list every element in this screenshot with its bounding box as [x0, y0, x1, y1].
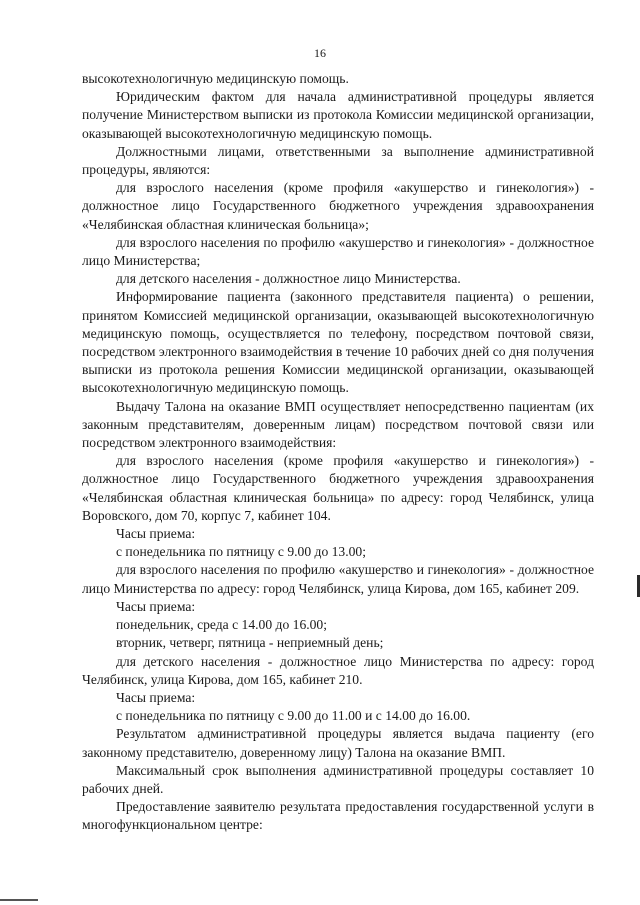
- paragraph-mfc-provision: Предоставление заявителю результата предоставления государственной услуги в многофункциональном центре:: [82, 799, 594, 833]
- paragraph-legal-fact: Юридическим фактом для начала административной процедуры является получение Министерством выписки из протокола Комиссии медицинской организации, оказывающей высокотехнологичную медицинскую помощь.: [82, 89, 594, 141]
- paragraph-reception-hours: с понедельника по пятницу с 9.00 до 11.00 и с 14.00 до 16.00.: [116, 708, 471, 724]
- paragraph-max-period: Максимальный срок выполнения административной процедуры составляет 10 рабочих дней.: [82, 762, 594, 796]
- paragraph-reception-hours: с понедельника по пятницу с 9.00 до 13.00;: [116, 544, 366, 560]
- paragraph-children: для детского населения - должностное лицо Министерства.: [116, 271, 461, 287]
- paragraph-informing-patient: Информирование пациента (законного представителя пациента) о решении, принятом Комиссией медицинской организации, оказывающей высокотехнологичную медицинскую помощь, осуществляется по телефону, посредством почтовой связи, посредством электронного взаимодействия в течение 10 рабочих дней со дня получения выписки из протокола решения Комиссии медицинской организации, оказывающей высокотехнологичную медицинскую помощь.: [82, 289, 594, 396]
- paragraph-reception-hours-label: Часы приема:: [116, 689, 196, 705]
- paragraph-issuing-coupon: Выдачу Талона на оказание ВМП осуществляет непосредственно пациентам (их законным представителям, доверенным лицам) посредством почтовой связи или посредством электронного взаимодействия:: [82, 398, 594, 451]
- scan-bottom-mark: [0, 899, 38, 901]
- paragraph-adult-obstetrics: для взрослого населения по профилю «акушерство и гинекология» - должностное лицо Министерства;: [82, 234, 594, 269]
- paragraph-reception-hours: понедельник, среда с 14.00 до 16.00;: [116, 617, 328, 633]
- paragraph-reception-hours-label: Часы приема:: [116, 526, 196, 542]
- paragraph-reception-hours-label: Часы приема:: [116, 598, 196, 614]
- paragraph-adult-general-address: для взрослого населения (кроме профиля «акушерство и гинекология») - должностное лицо Государственного бюджетного учреждения здравоохранения «Челябинская областная клиническая больница» по адресу: город Челябинск, улица Воровского, дом 70, корпус 7, кабинет 104.: [82, 453, 594, 523]
- page-number: 16: [314, 46, 326, 60]
- paragraph-non-reception-days: вторник, четверг, пятница - неприемный день;: [116, 635, 384, 651]
- paragraph-procedure-result: Результатом административной процедуры является выдача пациенту (его законному представителю, доверенному лицу) Талона на оказание ВМП.: [82, 726, 594, 760]
- paragraph-continuation: высокотехнологичную медицинскую помощь.: [82, 71, 349, 86]
- paragraph-adult-general: для взрослого населения (кроме профиля «акушерство и гинекология») - должностное лицо Государственного бюджетного учреждения здравоохранения «Челябинская областная клиническая больница»;: [82, 180, 594, 232]
- document-body: [82, 70, 594, 835]
- paragraph-responsible-officials: Должностными лицами, ответственными за выполнение административной процедуры, являются:: [82, 143, 594, 178]
- paragraph-children-address: для детского населения - должностное лицо Министерства по адресу: город Челябинск, улица Кирова, дом 165, кабинет 210.: [82, 653, 594, 687]
- paragraph-adult-obstetrics-address: для взрослого населения по профилю «акушерство и гинекология» - должностное лицо Министерства по адресу: город Челябинск, улица Кирова, дом 165, кабинет 209.: [82, 562, 594, 596]
